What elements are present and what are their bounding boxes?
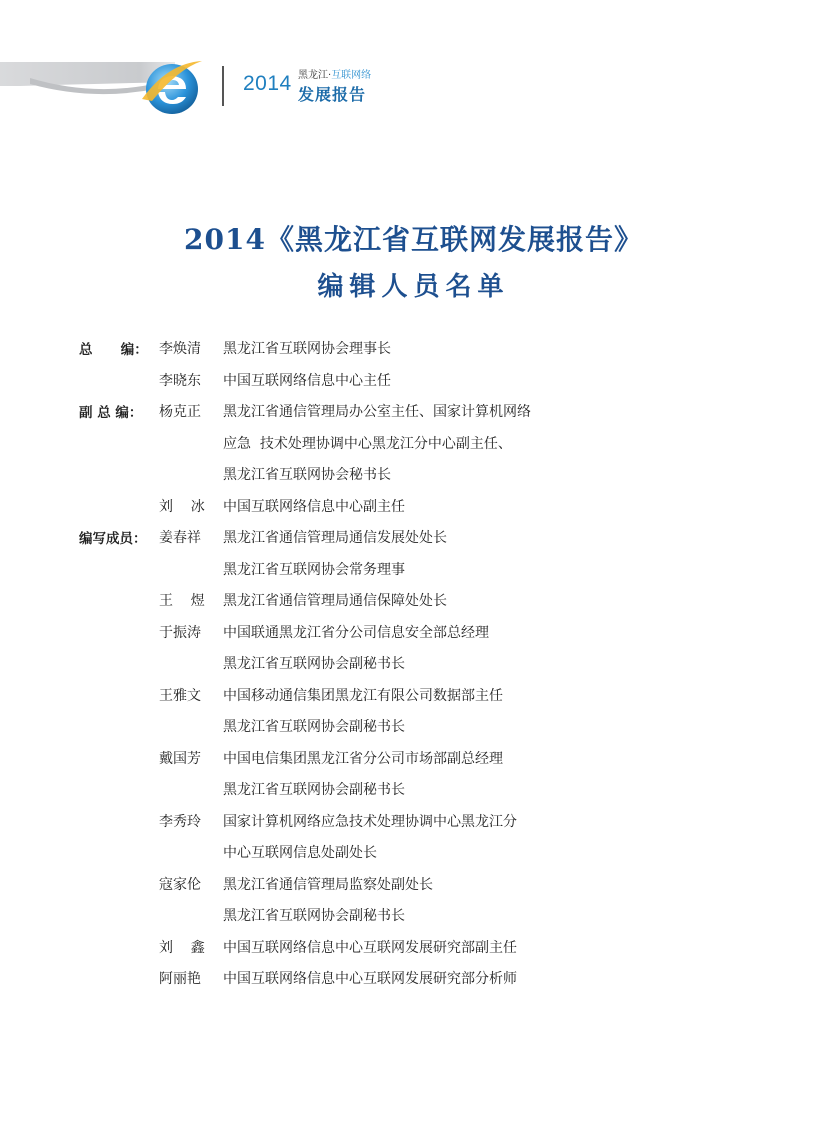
roster-role: 总 编： (79, 342, 148, 358)
roster-title: 黑龙江省通信管理局办公室主任、国家计算机网络 (223, 404, 531, 420)
roster-title: 黑龙江省互联网协会理事长 (223, 341, 391, 357)
roster-title: 黑龙江省互联网协会副秘书长 (223, 656, 405, 672)
roster-row (0, 901, 827, 933)
roster-name: 于振涛 (159, 624, 201, 641)
roster-row (0, 681, 827, 713)
roster-name: 刘 鑫 (159, 939, 205, 956)
roster-title: 国家计算机网络应急技术处理协调中心黑龙江分 (223, 813, 517, 830)
staff-roster (0, 334, 827, 996)
roster-row (0, 649, 827, 681)
header-divider (222, 66, 224, 106)
header-report-label: 发展报告 (298, 85, 367, 104)
roster-name: 戴国芳 (159, 750, 201, 767)
roster-row (0, 397, 827, 429)
roster-title: 黑龙江省通信管理局通信发展处处长 (223, 530, 447, 546)
roster-row (0, 964, 827, 996)
roster-name: 寇家伦 (159, 876, 201, 893)
roster-row (0, 807, 827, 839)
roster-title: 中国互联网络信息中心主任 (223, 372, 391, 389)
roster-title: 中国移动通信集团黑龙江有限公司数据部主任 (223, 687, 503, 704)
roster-row (0, 523, 827, 555)
header-org-name (298, 70, 371, 81)
roster-title: 黑龙江省通信管理局通信保障处处长 (223, 593, 447, 609)
roster-name: 王雅文 (159, 687, 201, 704)
roster-title: 黑龙江省互联网协会秘书长 (223, 467, 391, 483)
roster-title: 黑龙江省通信管理局监察处副处长 (223, 876, 433, 893)
roster-row (0, 618, 827, 650)
roster-name: 李焕清 (159, 341, 201, 357)
roster-title: 应急 技术处理协调中心黑龙江分中心副主任、 (223, 435, 512, 452)
roster-row (0, 838, 827, 870)
roster-title: 黑龙江省互联网协会副秘书长 (223, 782, 405, 798)
roster-title: 中国联通黑龙江省分公司信息安全部总经理 (223, 624, 489, 641)
roster-row (0, 460, 827, 492)
roster-title: 黑龙江省互联网协会副秘书长 (223, 908, 405, 924)
roster-row (0, 870, 827, 902)
roster-row (0, 586, 827, 618)
header-year: 2014 (243, 72, 292, 95)
roster-row (0, 492, 827, 524)
roster-name: 李秀玲 (159, 813, 201, 830)
roster-row (0, 429, 827, 461)
roster-title: 中国互联网络信息中心互联网发展研究部分析师 (223, 971, 517, 987)
roster-row (0, 933, 827, 965)
roster-row (0, 744, 827, 776)
roster-title: 黑龙江省互联网协会常务理事 (223, 561, 405, 578)
roster-role: 编写成员： (79, 531, 147, 547)
roster-name: 阿丽艳 (159, 971, 201, 987)
page-header (0, 0, 827, 130)
roster-title: 中国互联网络信息中心副主任 (223, 498, 405, 515)
header-org-accent: 互联网络 (331, 70, 372, 81)
roster-name: 李晓东 (159, 372, 201, 389)
roster-title: 黑龙江省互联网协会副秘书长 (223, 719, 405, 735)
roster-role: 副 总 编： (79, 405, 143, 421)
roster-row (0, 366, 827, 398)
ie-e-logo-icon (138, 55, 208, 119)
roster-title: 中国电信集团黑龙江省分公司市场部副总经理 (223, 750, 503, 767)
document-subtitle: 编辑人员名单 (317, 272, 510, 302)
roster-title: 中心互联网信息处副处长 (223, 845, 377, 861)
roster-row (0, 775, 827, 807)
roster-name: 姜春祥 (159, 530, 201, 546)
roster-row (0, 555, 827, 587)
header-org-prefix: 黑龙江· (298, 70, 332, 81)
document-title: 2014《黑龙江省互联网发展报告》 (184, 223, 643, 256)
roster-name: 杨克正 (159, 404, 201, 420)
roster-name: 刘 冰 (159, 498, 205, 515)
roster-name: 王 煜 (159, 593, 205, 609)
roster-title: 中国互联网络信息中心互联网发展研究部副主任 (223, 939, 517, 956)
roster-row (0, 334, 827, 366)
roster-row (0, 712, 827, 744)
